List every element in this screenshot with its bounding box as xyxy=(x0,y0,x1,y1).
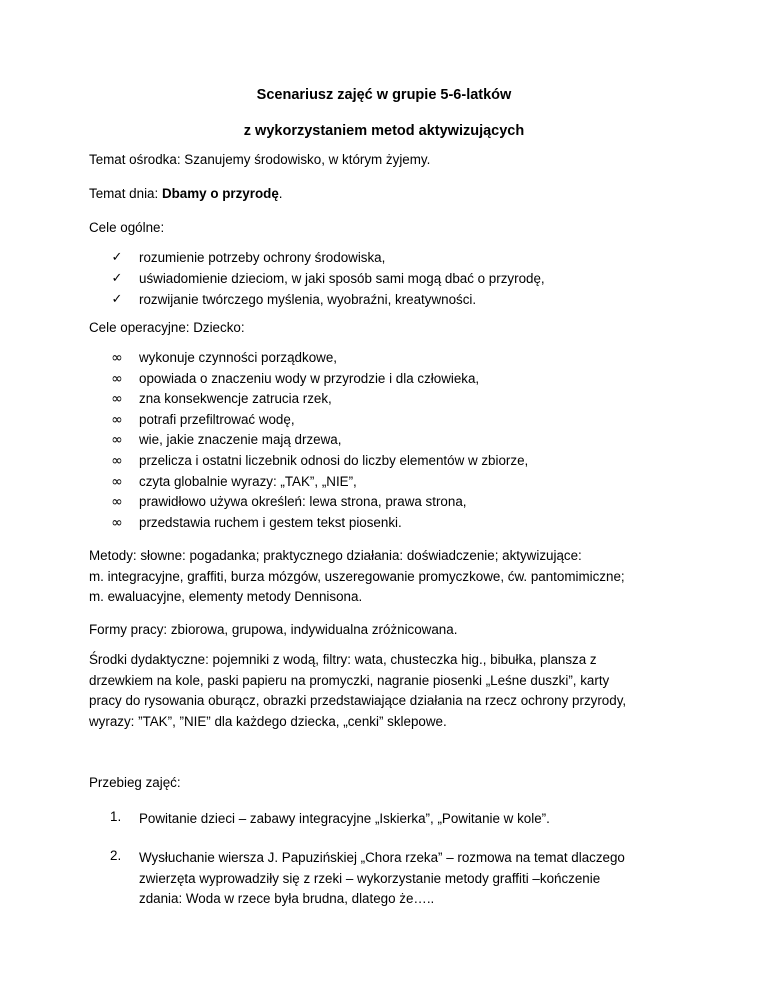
metody-paragraph xyxy=(89,546,689,608)
temat-dnia-label: Temat dnia: xyxy=(89,186,162,201)
step-body xyxy=(139,809,550,830)
document-title: Scenariusz zajęć w grupie 5-6-latków xyxy=(256,87,512,103)
cele-operacyjne-heading: Cele operacyjne: Dziecko: xyxy=(89,320,245,335)
check-icon: ✓ xyxy=(111,250,123,265)
przebieg-heading: Przebieg zajęć: xyxy=(89,775,181,790)
paragraph-line: drzewkiem na kole, paski papieru na promyczki, nagranie piosenki „Leśne duszki”, karty xyxy=(89,672,610,688)
step-number: 2. xyxy=(110,848,122,863)
temat-osrodka: Temat ośrodka: Szanujemy środowisko, w którym żyjemy. xyxy=(89,152,431,167)
document-subtitle: z wykorzystaniem metod aktywizujących xyxy=(243,123,525,139)
infinity-bullet-icon: ∞ xyxy=(111,391,123,408)
paragraph-line: m. integracyjne, graffiti, burza mózgów, uszeregowanie promyczkowe, ćw. pantomimiczne; xyxy=(89,568,625,584)
infinity-bullet-icon: ∞ xyxy=(111,432,123,449)
check-icon: ✓ xyxy=(111,291,123,307)
paragraph-line: Środki dydaktyczne: pojemniki z wodą, filtry: wata, chusteczka hig., bibułka, plansza z xyxy=(89,652,597,667)
temat-dnia-value: Dbamy o przyrodę xyxy=(161,186,279,201)
infinity-bullet-icon: ∞ xyxy=(111,514,123,531)
infinity-bullet-icon: ∞ xyxy=(111,411,123,428)
infinity-bullet-icon: ∞ xyxy=(111,473,123,490)
step-line: Powitanie dzieci – zabawy integracyjne „Iskierka”, „Powitanie w kole”. xyxy=(139,811,550,826)
step-line: zdania: Woda w rzece była brudna, dlatego że….. xyxy=(139,891,435,906)
infinity-bullet-icon: ∞ xyxy=(111,494,123,511)
step-line: zwierzęta wyprowadziły się z rzeki – wykorzystanie metody graffiti –kończenie xyxy=(139,870,601,886)
paragraph-line: m. ewaluacyjne, elementy metody Dennisona. xyxy=(89,589,363,604)
infinity-bullet-icon: ∞ xyxy=(111,370,123,387)
check-icon: ✓ xyxy=(111,270,123,286)
infinity-bullet-icon: ∞ xyxy=(111,452,123,469)
step-body xyxy=(139,848,625,910)
formy-pracy: Formy pracy: zbiorowa, grupowa, indywidualna zróżnicowana. xyxy=(89,622,458,637)
step-number: 1. xyxy=(110,809,122,824)
temat-dnia-suffix: . xyxy=(278,186,283,201)
paragraph-line: wyrazy: ”TAK”, ”NIE” dla każdego dziecka, „cenki” sklepowe. xyxy=(89,713,447,729)
srodki-paragraph xyxy=(89,650,689,732)
paragraph-line: pracy do rysowania oburącz, obrazki przedstawiające działania na rzecz ochrony przyrody, xyxy=(89,693,627,708)
document-page: Scenariusz zajęć w grupie 5-6-latków z wykorzystaniem metod aktywizujących Temat ośrodka: Szanujemy środowisko, w którym żyjemy. Temat dnia: Dbamy o przyrodę. Cele ogólne: ✓ rozumienie potrzeby ochrony środowiska, ✓ uświadomienie dzieciom, w jaki sposób sami mogą dbać o przyrodę, ✓ rozwijanie twórczego myślenia, wyobraźni, kreatywności. Cele operacyjne: Dziecko: ∞ wykonuje czynności porządkowe, ∞ opowiada o znaczeniu wody w przyrodzie i dla człowieka, ∞ zna konsekwencje zatrucia rzek, ∞ potrafi przefiltrować wodę, ∞ wie, jakie znaczenie mają drzewa, ∞ przelicza i ostatni liczebnik odnosi do liczby elementów w zbiorze, ∞ czyta globalnie wyrazy: „TAK”, „NIE”, ∞ prawidłowo używa określeń: lewa strona, prawa strona, ∞ przedstawia ruchem i gestem tekst piosenki. Metody: słowne: pogadanka; praktycznego działania: doświadczenie; aktywizujące: m. integracyjne, graffiti, burza mózgów, uszeregowanie promyczkowe, ćw. pantomimiczne; m. ewaluacyjne, elementy metody Dennisona. Formy pracy: zbiorowa, grupowa, indywidualna zróżnicowana. Środki dydaktyczne: pojemniki z wodą, filtry: wata, chusteczka hig., bibułka, plansza z drzewkiem na kole, paski papieru na promyczki, nagranie piosenki „Leśne duszki”, karty pracy do rysowania oburącz, obrazki przedstawiające działania na rzecz ochrony przyrody, wyrazy: ”TAK”, ”NIE” dla każdego dziecka, „cenki” sklepowe. Przebieg zajęć: 1. Powitanie dzieci – zabawy integracyjne „Iskierka”, „Powitanie w kole”. 2. Wysłuchanie wiersza J. Papuzińskiej „Chora rzeka” – rozmowa na temat dlaczego zwierzęta wyprowadziły się z rzeki – wykorzystanie metody graffiti –kończenie zdania: Woda w rzece była brudna, dlatego że….. xyxy=(0,0,768,994)
step-line: Wysłuchanie wiersza J. Papuzińskiej „Chora rzeka” – rozmowa na temat dlaczego xyxy=(139,850,625,865)
cele-ogolne-heading: Cele ogólne: xyxy=(89,220,165,235)
temat-dnia xyxy=(89,186,283,201)
infinity-bullet-icon: ∞ xyxy=(111,350,123,366)
paragraph-line: Metody: słowne: pogadanka; praktycznego działania: doświadczenie; aktywizujące: xyxy=(89,548,582,563)
